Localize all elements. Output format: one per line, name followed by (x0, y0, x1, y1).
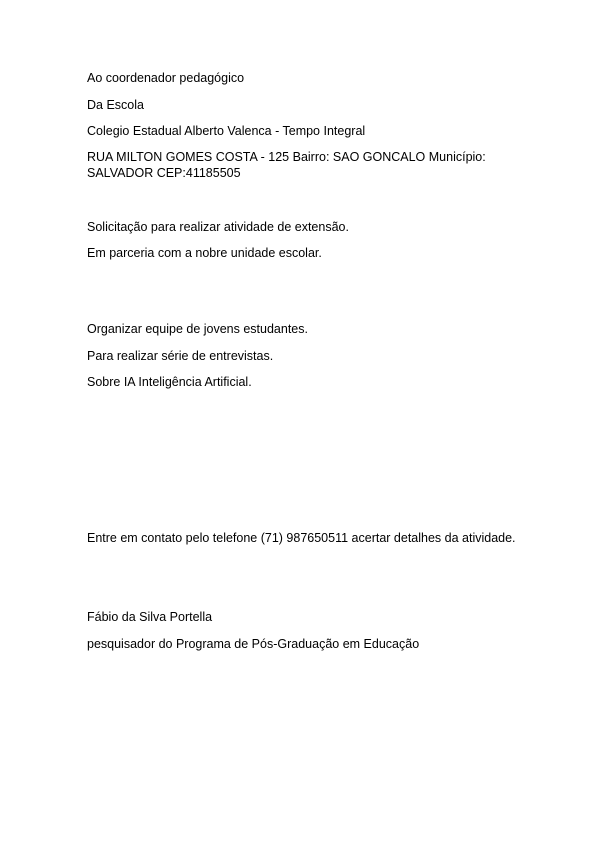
details-line-2: Para realizar série de entrevistas. (87, 349, 274, 363)
details-line-3: Sobre IA Inteligência Artificial. (87, 375, 252, 389)
request-line-1: Solicitação para realizar atividade de extensão. (87, 220, 349, 234)
request-line-2: Em parceria com a nobre unidade escolar. (87, 246, 322, 260)
address-line-1: RUA MILTON GOMES COSTA - 125 Bairro: SAO GONCALO Município: (87, 150, 486, 164)
recipient-line-2: Da Escola (87, 98, 144, 112)
address-line-2: SALVADOR CEP:41185505 (87, 166, 241, 180)
details-line-1: Organizar equipe de jovens estudantes. (87, 322, 308, 336)
recipient-line-1: Ao coordenador pedagógico (87, 71, 245, 85)
school-name: Colegio Estadual Alberto Valenca - Tempo Integral (87, 124, 366, 138)
signature-name: Fábio da Silva Portella (87, 610, 213, 624)
signature-title: pesquisador do Programa de Pós-Graduação em Educação (87, 637, 420, 651)
contact-line: Entre em contato pelo telefone (71) 987650511 acertar detalhes da atividade. (87, 531, 516, 545)
